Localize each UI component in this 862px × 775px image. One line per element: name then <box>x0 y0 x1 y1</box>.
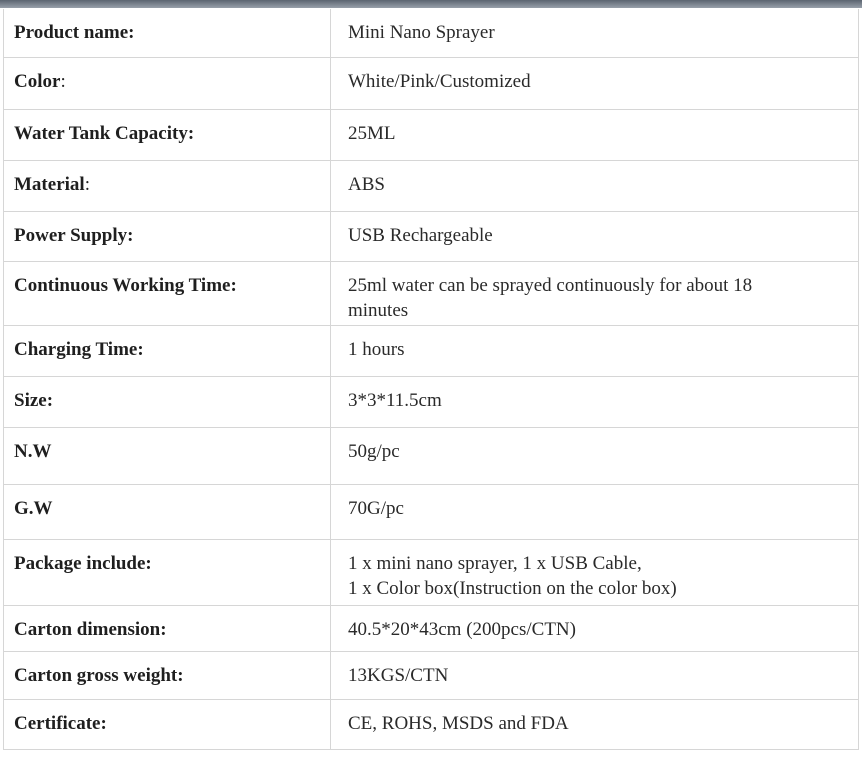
spec-label-cell <box>4 427 331 484</box>
spec-value: White/Pink/Customized <box>348 70 531 92</box>
table-row <box>4 484 859 539</box>
top-border-strip <box>0 0 862 8</box>
spec-label: Product name: <box>14 22 135 43</box>
table-row <box>4 699 859 749</box>
spec-label-cell <box>4 109 331 160</box>
spec-value: CE, ROHS, MSDS and FDA <box>348 712 569 734</box>
spec-label-cell <box>4 376 331 427</box>
spec-label: Charging Time: <box>14 338 144 360</box>
spec-value-cell <box>331 605 859 651</box>
spec-value-cell <box>331 160 859 211</box>
table-row <box>4 9 859 57</box>
spec-label-cell <box>4 9 331 57</box>
spec-value: 3*3*11.5cm <box>348 389 442 411</box>
spec-value: USB Rechargeable <box>348 224 493 246</box>
spec-label: Certificate: <box>14 712 107 734</box>
spec-value-cell <box>331 539 859 605</box>
spec-value: 70G/pc <box>348 497 404 519</box>
spec-value-cell <box>331 211 859 261</box>
spec-label: Continuous Working Time: <box>14 274 237 296</box>
spec-label-cell <box>4 605 331 651</box>
spec-value-cell <box>331 9 859 57</box>
spec-label: Carton gross weight: <box>14 664 184 686</box>
table-row <box>4 109 859 160</box>
spec-label-cell <box>4 211 331 261</box>
product-spec-table <box>3 9 859 750</box>
spec-label-cell <box>4 325 331 376</box>
table-row <box>4 539 859 605</box>
spec-label-cell <box>4 484 331 539</box>
table-row <box>4 651 859 699</box>
spec-label: Size: <box>14 389 54 411</box>
spec-label: Package include: <box>14 552 152 574</box>
spec-value: 1 x mini nano sprayer, 1 x USB Cable, 1 x Color box(Instruction on the color box) <box>348 552 677 599</box>
table-row <box>4 376 859 427</box>
spec-value: 25ml water can be sprayed continuously for about 18 minutes <box>348 274 753 321</box>
spec-value-cell <box>331 57 859 109</box>
spec-label-cell <box>4 160 331 211</box>
spec-label-cell <box>4 261 331 325</box>
table-row <box>4 325 859 376</box>
spec-label: Material: <box>14 173 90 195</box>
table-row <box>4 605 859 651</box>
table-row <box>4 261 859 325</box>
spec-value-cell <box>331 325 859 376</box>
spec-value-cell <box>331 427 859 484</box>
spec-value-cell <box>331 109 859 160</box>
spec-label: N.W <box>14 440 52 462</box>
table-row <box>4 427 859 484</box>
spec-value: 13KGS/CTN <box>348 664 449 686</box>
spec-value: ABS <box>348 173 385 195</box>
table-row <box>4 160 859 211</box>
spec-value-cell <box>331 376 859 427</box>
spec-label-cell <box>4 539 331 605</box>
spec-value-cell <box>331 699 859 749</box>
spec-label: Water Tank Capacity: <box>14 122 195 144</box>
spec-label-cell <box>4 699 331 749</box>
spec-value-cell <box>331 261 859 325</box>
spec-label-cell <box>4 651 331 699</box>
spec-label: Carton dimension: <box>14 618 167 640</box>
spec-value: Mini Nano Sprayer <box>348 22 495 43</box>
spec-value: 25ML <box>348 122 396 144</box>
spec-label: G.W <box>14 497 53 519</box>
spec-label: Power Supply: <box>14 224 134 246</box>
spec-value: 50g/pc <box>348 440 400 462</box>
spec-value: 1 hours <box>348 338 405 360</box>
spec-value-cell <box>331 651 859 699</box>
spec-value-cell <box>331 484 859 539</box>
spec-label-cell <box>4 57 331 109</box>
table-row <box>4 57 859 109</box>
spec-value: 40.5*20*43cm (200pcs/CTN) <box>348 618 576 640</box>
spec-label: Color: <box>14 70 66 92</box>
spec-table-body <box>4 9 859 749</box>
table-row <box>4 211 859 261</box>
